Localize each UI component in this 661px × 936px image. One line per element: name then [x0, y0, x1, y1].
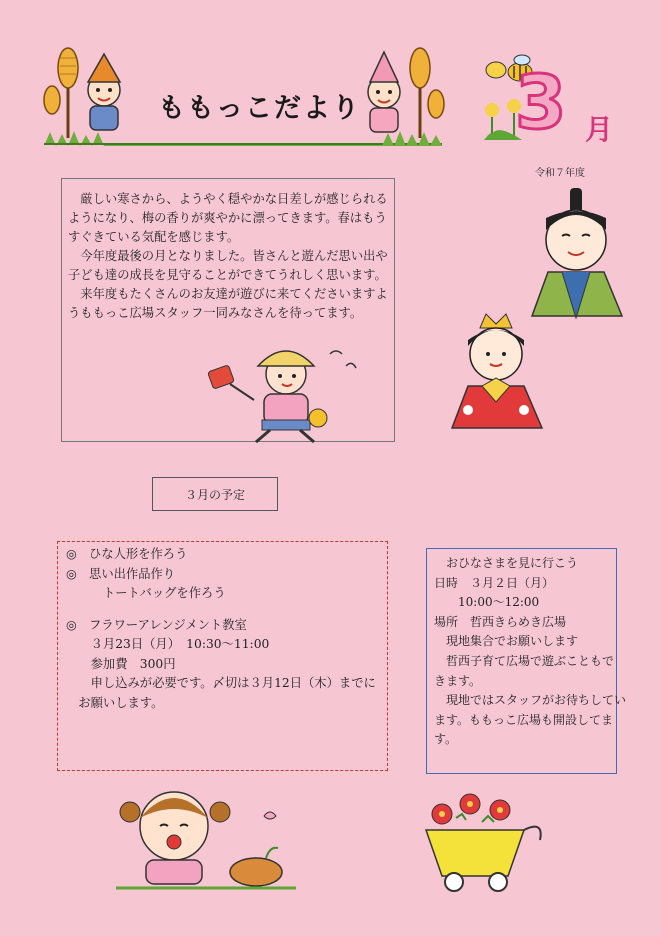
outing-line: 10:00～12:00	[434, 595, 540, 610]
child-with-rattle-illustration	[200, 338, 360, 450]
hina-emperor-doll-illustration	[528, 188, 628, 322]
intro-paragraph: 来年度もたくさんのお友達が遊びに来てくださいますようももっこ広場スタッフ一同みなさんを待ってます。	[68, 287, 388, 320]
event-line: ◎ フラワーアレンジメント教室	[66, 617, 247, 632]
intro-text	[68, 190, 394, 323]
event-line: ３月23日（月） 10:30～11:00	[66, 637, 270, 651]
girl-with-potato-illustration	[116, 782, 296, 894]
event-line: 申し込みが必要です。〆切は３月12日（木）までに	[66, 676, 376, 690]
month-suffix: 月	[585, 113, 614, 146]
intro-paragraph: 今年度最後の月となりました。皆さんと遊んだ思い出や子ども達の成長を見守ることができてうれしく思います。	[68, 249, 388, 282]
event-line: トートバッグを作ろう	[66, 586, 226, 600]
event-spacer	[66, 604, 386, 616]
corn-girl-right-illustration	[352, 42, 452, 142]
event-line: お願いします。	[66, 695, 164, 710]
outing-line: す。	[434, 732, 458, 747]
month-number: 3	[515, 60, 567, 146]
outing-line: 現地集合でお願いします	[434, 634, 579, 649]
intro-paragraph: 厳しい寒さから、ようやく穏やかな日差しが感じられるようになり、梅の香りが爽やかに漂ってきます。春はもうすぐきている気配を感じます。	[68, 192, 388, 244]
flower-cart-illustration	[420, 788, 550, 896]
outing-line: ます。ももっこ広場も開設してま	[434, 712, 614, 727]
outing-info	[434, 554, 627, 750]
outing-line: きます。	[434, 673, 482, 688]
event-line: ◎ ひな人形を作ろう	[66, 547, 188, 561]
events-list	[66, 545, 386, 713]
outing-line: 日時 ３月２日（月）	[434, 575, 555, 590]
event-line: ◎ 思い出作品作り	[66, 566, 176, 581]
outing-line: 場所 哲西きらめき広場	[434, 614, 567, 629]
outing-line: 現地ではスタッフがお待ちしてい	[434, 693, 627, 708]
schedule-heading: ３月の予定	[152, 477, 278, 511]
event-line: 参加費 300円	[66, 656, 176, 671]
grass-border	[44, 128, 442, 146]
outing-line: 哲西子育て広場で遊ぶこともで	[434, 653, 615, 668]
corn-boy-left-illustration	[40, 42, 150, 142]
newsletter-title: ももっこだより	[158, 93, 361, 124]
era-year-label: 令和７年度	[535, 168, 585, 179]
hina-empress-doll-illustration	[446, 310, 546, 434]
outing-line: おひなさまを見に行こう	[434, 556, 579, 570]
